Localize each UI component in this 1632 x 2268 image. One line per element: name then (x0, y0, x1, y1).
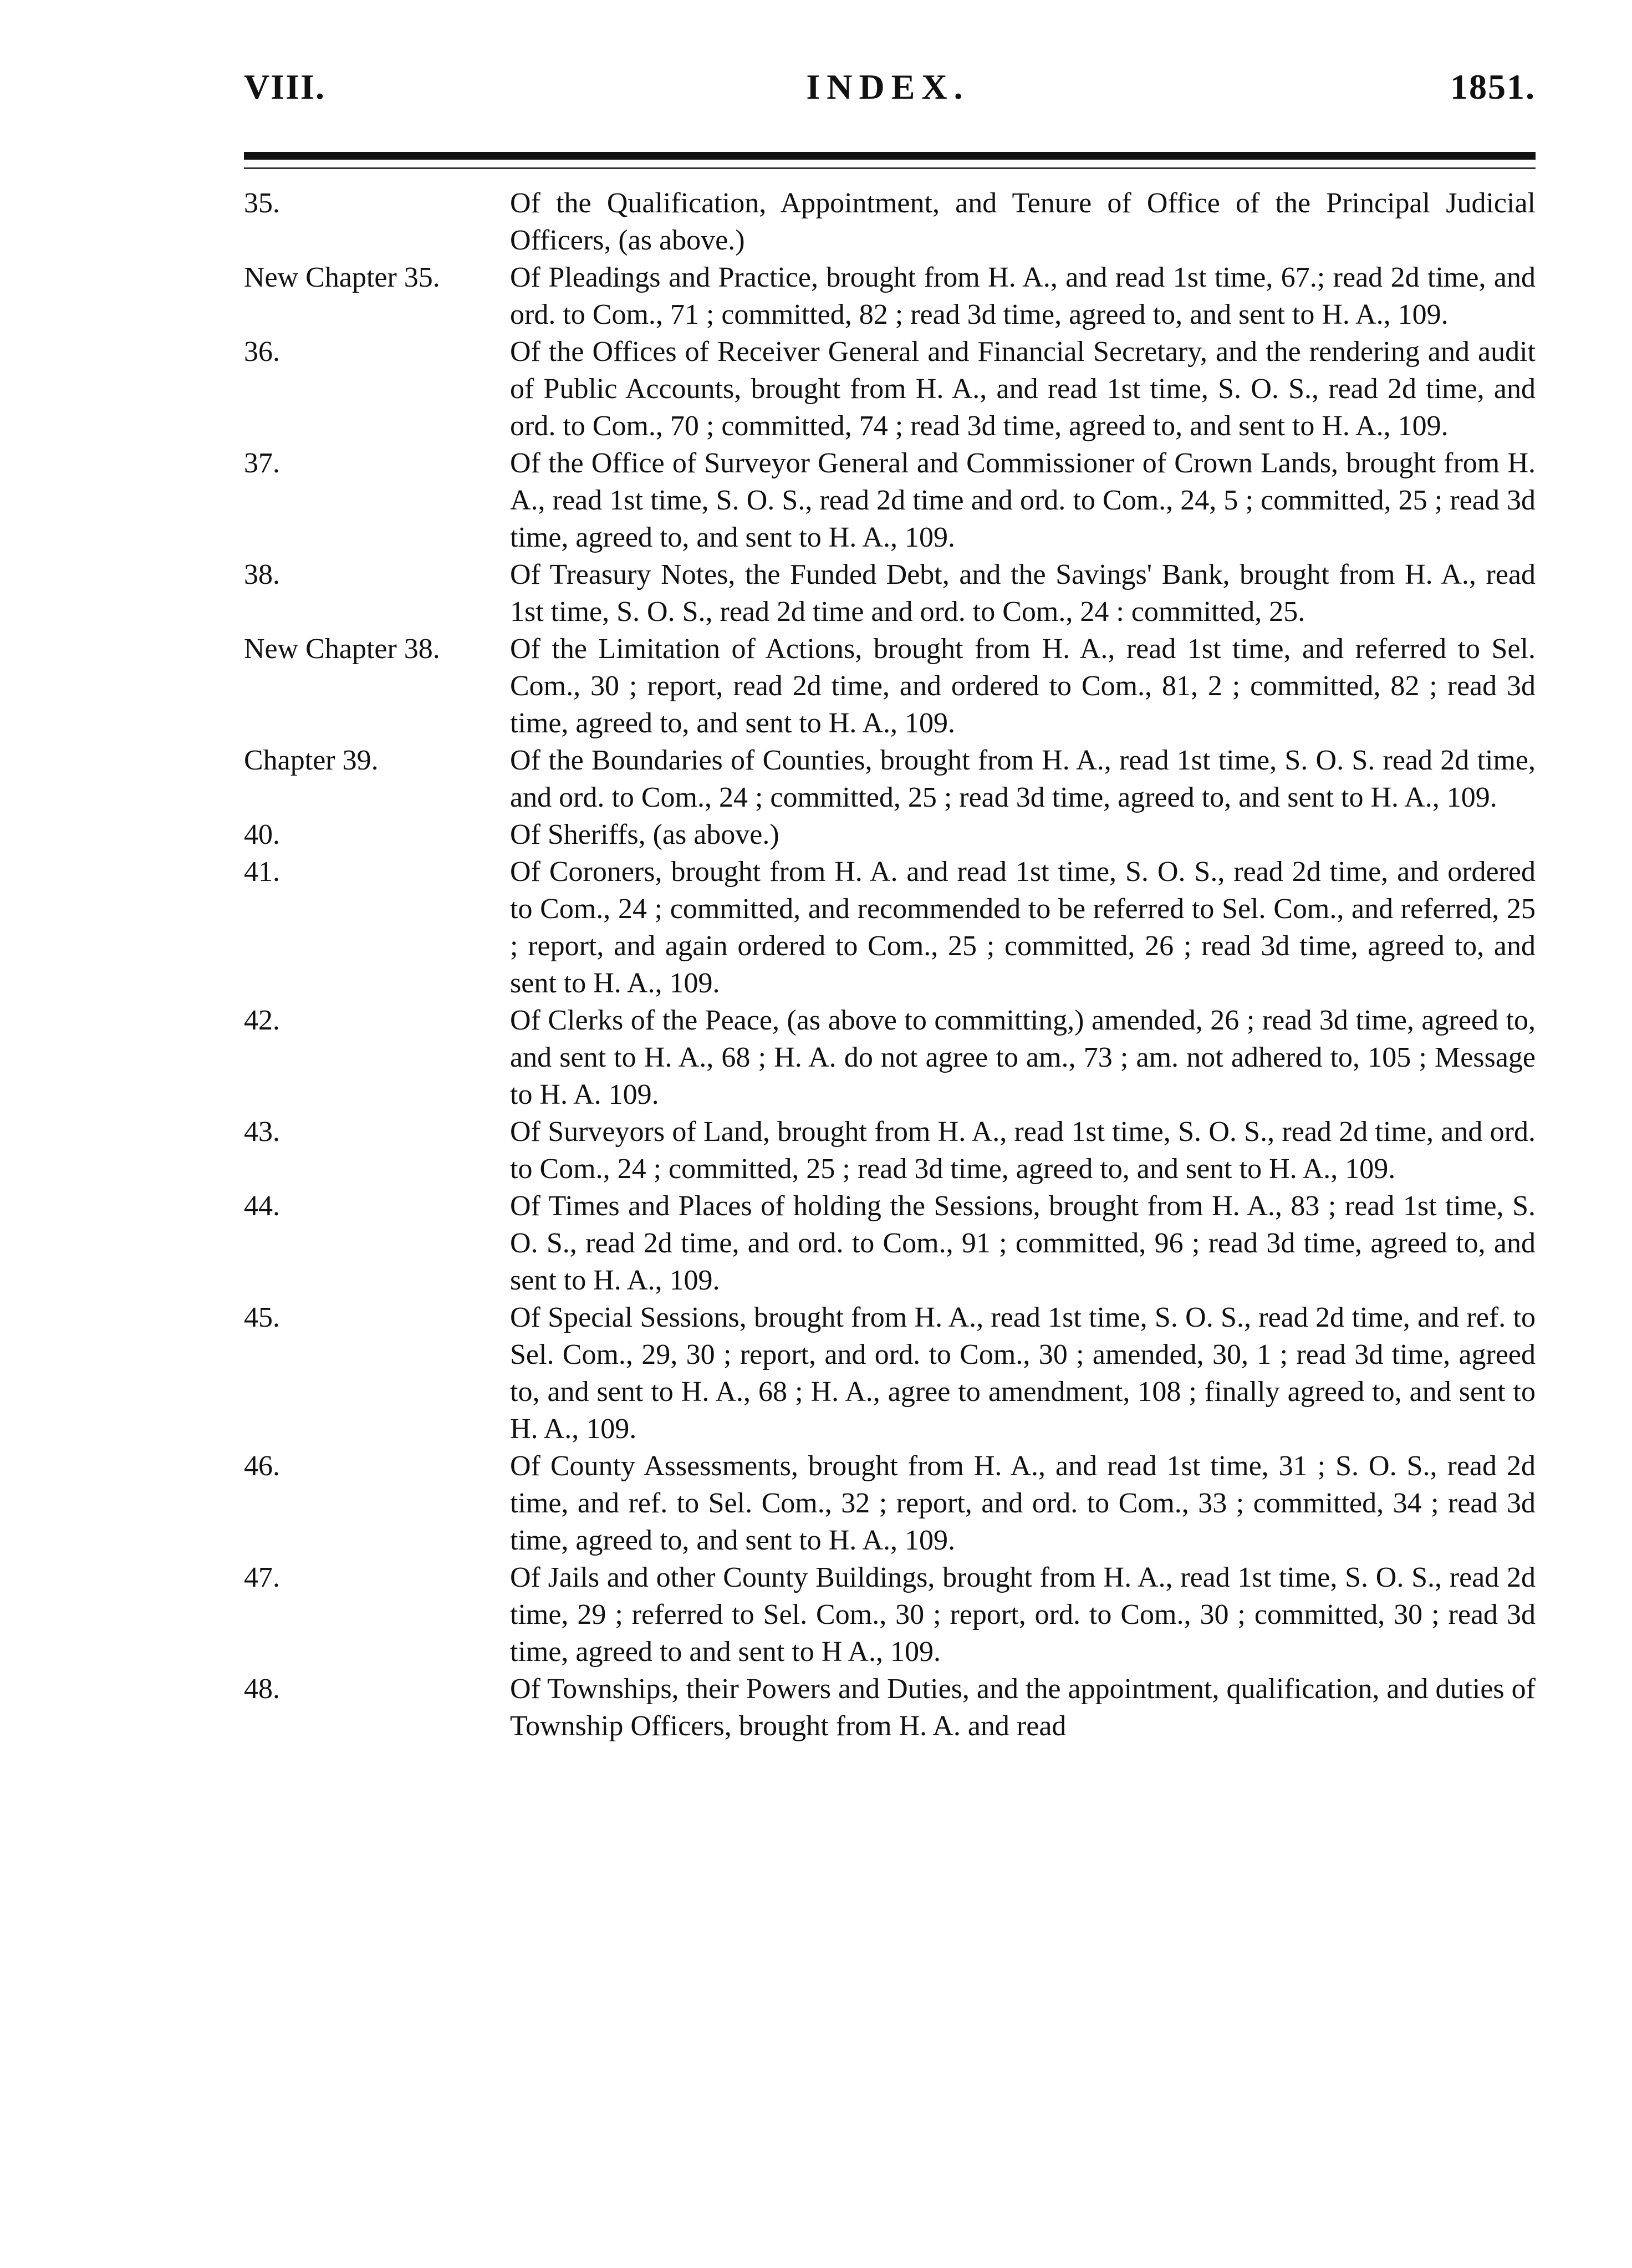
entry-label: 35. (244, 187, 280, 219)
page-header (244, 67, 1536, 128)
index-entry (244, 556, 1536, 630)
entry-label: New Chapter 38. (244, 633, 440, 665)
index-entry (244, 1002, 1536, 1113)
entry-label: 42. (244, 1005, 280, 1036)
entry-label: 43. (244, 1116, 280, 1148)
entry-label: 36. (244, 336, 280, 368)
page-year: 1851. (1450, 67, 1536, 106)
index-entry (244, 185, 1536, 259)
entry-label: 48. (244, 1673, 280, 1705)
entry-text: Of the Qualification, Appointment, and Tenure of Office of the Principal Judicial Officers, (as above.) (510, 187, 1536, 256)
page-title: INDEX. (806, 67, 970, 106)
index-entry (244, 1187, 1536, 1299)
entry-text: Of Treasury Notes, the Funded Debt, and the Savings' Bank, brought from H. A., read 1st time, S. O. S., read 2d time and ord. to Com., 24 : committed, 25. (510, 559, 1536, 628)
index-entry (244, 1670, 1536, 1745)
entry-text: Of the Boundaries of Counties, brought from H. A., read 1st time, S. O. S. read 2d time, and ord. to Com., 24 ; committed, 25 ; read 3d time, agreed to, and sent to H. A., 109. (510, 745, 1536, 813)
header-rule-thick (244, 152, 1536, 160)
entry-label: New Chapter 35. (244, 262, 440, 293)
index-entry (244, 1113, 1536, 1187)
entry-text: Of the Offices of Receiver General and Financial Secretary, and the rendering and audit of Public Accounts, brought from H. A., and read 1st time, S. O. S., read 2d time, and ord. to Com., 70 ; committed, 74 ; read 3d time, agreed to, and sent to H. A., 109. (510, 336, 1536, 442)
entry-text: Of Clerks of the Peace, (as above to committing,) amended, 26 ; read 3d time, agreed to, and sent to H. A., 68 ; H. A. do not agree to am., 73 ; am. not adhered to, 105 ; Message to H. A. 109. (510, 1005, 1536, 1110)
entry-text: Of Pleadings and Practice, brought from H. A., and read 1st time, 67.; read 2d time, and ord. to Com., 71 ; committed, 82 ; read 3d time, agreed to, and sent to H. A., 109. (510, 262, 1536, 330)
index-entry (244, 630, 1536, 742)
entry-text: Of the Office of Surveyor General and Commissioner of Crown Lands, brought from H. A., read 1st time, S. O. S., read 2d time and ord. to Com., 24, 5 ; committed, 25 ; read 3d time, agreed to, and sent to H. A., 109. (510, 447, 1536, 553)
entry-text: Of Times and Places of holding the Sessions, brought from H. A., 83 ; read 1st time, S. O. S., read 2d time, and ord. to Com., 91 ; committed, 96 ; read 3d time, agreed to, and sent to H. A., 109. (510, 1190, 1536, 1296)
entry-text: Of the Limitation of Actions, brought from H. A., read 1st time, and referred to Sel. Com., 30 ; report, read 2d time, and ordered to Com., 81, 2 ; committed, 82 ; read 3d time, agreed to, and sent to H. A., 109. (510, 633, 1536, 739)
entry-label: 37. (244, 447, 280, 479)
index-entry (244, 259, 1536, 333)
page-number: VIII. (244, 67, 325, 106)
entry-text: Of Surveyors of Land, brought from H. A., read 1st time, S. O. S., read 2d time, and ord. to Com., 24 ; committed, 25 ; read 3d time, agreed to, and sent to H. A., 109. (510, 1116, 1536, 1185)
index-entry (244, 333, 1536, 445)
entry-label: 40. (244, 819, 280, 850)
entry-label: 46. (244, 1450, 280, 1482)
entry-text: Of Special Sessions, brought from H. A., read 1st time, S. O. S., read 2d time, and ref. to Sel. Com., 29, 30 ; report, and ord. to Com., 30 ; amended, 30, 1 ; read 3d time, agreed to, and sent to H. A., 68 ; H. A., agree to amendment, 108 ; finally agreed to, and sent to H. A., 109. (510, 1302, 1536, 1445)
entry-label: 38. (244, 559, 280, 590)
entry-text: Of Jails and other County Buildings, brought from H. A., read 1st time, S. O. S., read 2d time, 29 ; referred to Sel. Com., 30 ; report, ord. to Com., 30 ; committed, 30 ; read 3d time, agreed to and sent to H A., 109. (510, 1562, 1536, 1668)
index-entry (244, 1559, 1536, 1670)
index-entries (244, 185, 1536, 1745)
index-entry (244, 1448, 1536, 1559)
entry-label: 47. (244, 1562, 280, 1593)
entry-label: Chapter 39. (244, 745, 379, 776)
entry-text: Of Sheriffs, (as above.) (510, 819, 779, 850)
page-content (244, 67, 1536, 1745)
header-rule-thin (244, 167, 1536, 169)
entry-text: Of Coroners, brought from H. A. and read 1st time, S. O. S., read 2d time, and ordered to Com., 24 ; committed, and recommended to be referred to Sel. Com., and referred, 25 ; report, and again ordered to Com., 25 ; committed, 26 ; read 3d time, agreed to, and sent to H. A., 109. (510, 856, 1536, 999)
entry-label: 41. (244, 856, 280, 888)
index-entry (244, 816, 1536, 853)
index-entry (244, 853, 1536, 1002)
index-entry (244, 1299, 1536, 1448)
index-entry (244, 742, 1536, 816)
entry-label: 44. (244, 1190, 280, 1222)
entry-text: Of County Assessments, brought from H. A., and read 1st time, 31 ; S. O. S., read 2d time, and ref. to Sel. Com., 32 ; report, and ord. to Com., 33 ; committed, 34 ; read 3d time, agreed to, and sent to H. A., 109. (510, 1450, 1536, 1556)
index-entry (244, 445, 1536, 556)
entry-text: Of Townships, their Powers and Duties, and the appointment, qualification, and duties of Township Officers, brought from H. A. and read (510, 1673, 1536, 1742)
entry-label: 45. (244, 1302, 280, 1333)
